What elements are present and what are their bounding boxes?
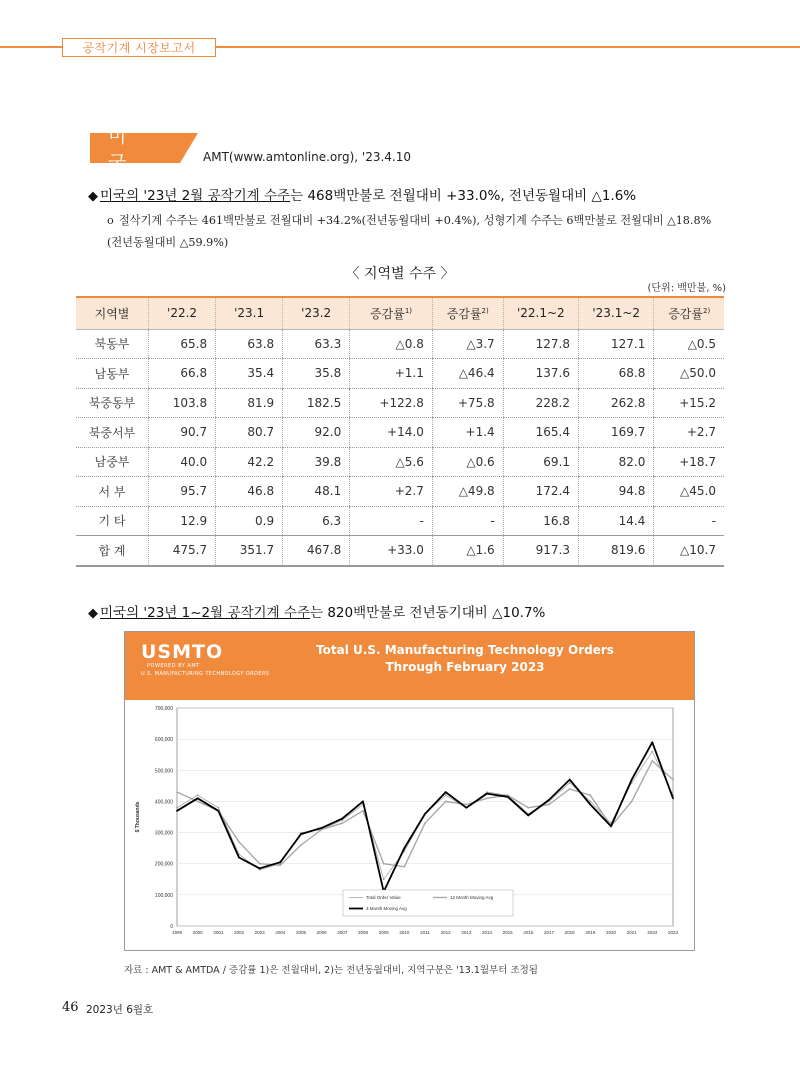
x-tick-label: 2000 xyxy=(192,930,203,935)
data-point xyxy=(362,810,364,812)
x-tick-label: 2005 xyxy=(295,930,307,935)
x-tick-label: 1999 xyxy=(171,930,183,935)
table-cell: +2.7 xyxy=(350,477,433,507)
table-row xyxy=(76,329,724,359)
table-cell: +33.0 xyxy=(350,536,433,566)
table-header-cell xyxy=(432,297,503,329)
data-point xyxy=(197,794,199,796)
table-cell: 12.9 xyxy=(149,506,216,536)
x-tick-label: 2010 xyxy=(399,930,410,935)
data-point xyxy=(631,779,633,781)
table-cell: △46.4 xyxy=(432,359,503,389)
header-label: 증감률 xyxy=(668,306,703,321)
table-cell: △0.8 xyxy=(350,329,433,359)
table-cell: 63.8 xyxy=(216,329,283,359)
y-tick-label: 500,000 xyxy=(154,768,173,775)
y-tick-label: 700,000 xyxy=(154,706,173,712)
data-point xyxy=(486,793,488,795)
table-cell: 40.0 xyxy=(149,447,216,477)
table-cell: +1.4 xyxy=(432,418,503,448)
data-point xyxy=(362,801,364,803)
table-cell: △45.0 xyxy=(654,477,724,507)
table-header-cell xyxy=(216,297,283,329)
y-tick-label: 300,000 xyxy=(154,830,173,837)
table-total-row xyxy=(76,536,724,566)
usmto-logo: USMTO xyxy=(141,641,224,663)
x-tick-label: 2021 xyxy=(626,930,637,935)
usmto-powered-by: POWERED BY AMT xyxy=(147,663,200,669)
data-point xyxy=(424,822,426,824)
header-label: '23.1~2 xyxy=(592,306,641,321)
table-cell: 165.4 xyxy=(503,418,578,448)
legend-box xyxy=(343,890,513,916)
data-point xyxy=(383,863,385,865)
headline-bullet-monthly xyxy=(88,184,636,204)
table-cell: 137.6 xyxy=(503,359,578,389)
data-point xyxy=(569,788,571,790)
report-title-tab: 공작기계 시장보고서 xyxy=(62,38,216,57)
header-label: '22.2 xyxy=(167,306,198,321)
source-caption: 자료 : AMT & AMTDA / 증감률 1)은 전월대비, 2)는 전년동월대비, 지역구분은 '13.1월부터 조정됨 xyxy=(124,965,538,976)
y-axis-label: $ Thousands xyxy=(135,801,141,833)
data-point xyxy=(383,878,385,880)
x-tick-label: 2022 xyxy=(647,930,658,935)
region-label: 서 부 xyxy=(76,477,149,507)
data-point xyxy=(527,807,529,809)
table-cell: 917.3 xyxy=(503,536,578,566)
table-header-cell xyxy=(350,297,433,329)
legend-label: Total Order Value xyxy=(366,895,401,900)
x-tick-label: 2015 xyxy=(502,930,513,935)
data-point xyxy=(217,807,219,809)
table-cell: 81.9 xyxy=(216,388,283,418)
table-cell: 103.8 xyxy=(149,388,216,418)
table-row xyxy=(76,359,724,389)
table-cell: 48.1 xyxy=(283,477,350,507)
table-cell: 127.8 xyxy=(503,329,578,359)
table-cell: 262.8 xyxy=(579,388,654,418)
header-footnote-mark: 2) xyxy=(481,306,489,315)
page-number: 46 xyxy=(62,1000,79,1015)
table-row xyxy=(76,506,724,536)
region-label: 북동부 xyxy=(76,329,149,359)
chart-title-line1: Total U.S. Manufacturing Technology Orders xyxy=(316,643,614,657)
table-unit: (단위: 백만불, %) xyxy=(647,283,726,294)
table-cell: △0.6 xyxy=(432,447,503,477)
chart-header-banner xyxy=(125,632,694,700)
table-cell: 819.6 xyxy=(579,536,654,566)
data-point xyxy=(548,799,550,801)
x-tick-label: 2004 xyxy=(275,930,286,935)
table-cell: - xyxy=(350,506,433,536)
table-cell: 127.1 xyxy=(579,329,654,359)
table-header-cell xyxy=(579,297,654,329)
chart-title-line2: Through February 2023 xyxy=(385,660,545,674)
x-tick-label: 2008 xyxy=(357,930,369,935)
table-header-cell xyxy=(76,297,149,329)
region-label: 북중동부 xyxy=(76,388,149,418)
region-label: 남동부 xyxy=(76,359,149,389)
data-point xyxy=(610,825,612,827)
headline-underlined: 미국의 '23년 1~2월 공작기계 수주 xyxy=(100,605,310,621)
table-cell: 68.8 xyxy=(579,359,654,389)
table-cell: 94.8 xyxy=(579,477,654,507)
data-point xyxy=(445,791,447,793)
data-point xyxy=(651,741,653,743)
table-cell: 0.9 xyxy=(216,506,283,536)
data-point xyxy=(672,797,674,799)
table-cell: 92.0 xyxy=(283,418,350,448)
table-cell: 65.8 xyxy=(149,329,216,359)
headline-underlined: 미국의 '23년 2월 공작기계 수주 xyxy=(100,188,291,204)
table-row xyxy=(76,447,724,477)
header-label: '22.1~2 xyxy=(516,306,565,321)
y-tick-label: 400,000 xyxy=(154,799,173,806)
y-tick-label: 100,000 xyxy=(154,892,173,899)
region-label: 북중서부 xyxy=(76,418,149,448)
x-tick-label: 2012 xyxy=(440,930,451,935)
table-cell: 35.4 xyxy=(216,359,283,389)
data-point xyxy=(341,822,343,824)
table-cell: 169.7 xyxy=(579,418,654,448)
regional-orders-table xyxy=(76,296,724,567)
table-cell: - xyxy=(654,506,724,536)
y-tick-label: 600,000 xyxy=(154,737,173,744)
data-point xyxy=(507,796,509,798)
data-point xyxy=(424,813,426,815)
table-row xyxy=(76,418,724,448)
data-point xyxy=(631,801,633,803)
table-cell: +15.2 xyxy=(654,388,724,418)
diamond-bullet-icon: ◆ xyxy=(88,189,98,204)
data-point xyxy=(197,801,199,803)
table-cell: 16.8 xyxy=(503,506,578,536)
table-cell: +75.8 xyxy=(432,388,503,418)
usmto-subtitle: U.S. MANUFACTURING TECHNOLOGY ORDERS xyxy=(141,671,270,677)
table-cell: +122.8 xyxy=(350,388,433,418)
chart-title xyxy=(285,642,645,676)
header-footnote-mark: 2) xyxy=(702,306,711,315)
data-point xyxy=(176,810,178,812)
data-point xyxy=(672,779,674,781)
x-tick-label: 2001 xyxy=(213,930,224,935)
table-cell: 46.8 xyxy=(216,477,283,507)
table-header-row xyxy=(76,297,724,329)
table-cell: +1.1 xyxy=(350,359,433,389)
table-header-cell xyxy=(503,297,578,329)
usmto-chart xyxy=(124,631,695,951)
table-cell: 90.7 xyxy=(149,418,216,448)
header-label: 증감률 xyxy=(370,306,405,321)
x-tick-label: 2018 xyxy=(564,930,575,935)
table-title: 〈 지역별 수주 〉 xyxy=(345,266,455,282)
legend-label: 12 Month Moving Avg xyxy=(450,895,494,900)
data-point xyxy=(548,804,550,806)
table-cell: 467.8 xyxy=(283,536,350,566)
x-tick-label: 2013 xyxy=(461,930,472,935)
table-cell: 63.3 xyxy=(283,329,350,359)
circle-bullet-icon: o xyxy=(107,214,114,227)
x-tick-label: 2011 xyxy=(420,930,430,935)
data-point xyxy=(217,810,219,812)
table-header-cell xyxy=(149,297,216,329)
data-point xyxy=(279,864,281,866)
headline-bullet-cumulative xyxy=(88,601,545,621)
table-cell: 82.0 xyxy=(579,447,654,477)
table-cell: 66.8 xyxy=(149,359,216,389)
data-point xyxy=(527,815,529,817)
data-point xyxy=(238,857,240,859)
data-point xyxy=(589,804,591,806)
table-cell: +18.7 xyxy=(654,447,724,477)
table-cell: 80.7 xyxy=(216,418,283,448)
data-point xyxy=(238,841,240,843)
table-cell: 6.3 xyxy=(283,506,350,536)
source-citation: AMT(www.amtonline.org), '23.4.10 xyxy=(203,150,411,164)
table-body xyxy=(76,329,724,566)
header-label: 증감률 xyxy=(446,306,482,321)
legend-label: 3 Month Moving Avg xyxy=(366,906,407,911)
data-point xyxy=(589,794,591,796)
table-cell: - xyxy=(432,506,503,536)
data-point xyxy=(403,866,405,868)
diamond-bullet-icon: ◆ xyxy=(88,606,98,621)
x-tick-label: 2007 xyxy=(337,930,348,935)
table-cell: +14.0 xyxy=(350,418,433,448)
data-point xyxy=(176,791,178,793)
table-row xyxy=(76,388,724,418)
data-point xyxy=(279,861,281,863)
table-cell: △1.6 xyxy=(432,536,503,566)
table-cell: △10.7 xyxy=(654,536,724,566)
data-point xyxy=(341,818,343,820)
table-header-cell xyxy=(654,297,724,329)
table-cell: 42.2 xyxy=(216,447,283,477)
country-label-corner xyxy=(180,133,198,163)
x-tick-label: 2014 xyxy=(481,930,493,935)
data-point xyxy=(403,847,405,849)
data-point xyxy=(300,844,302,846)
table-cell: 351.7 xyxy=(216,536,283,566)
data-point xyxy=(197,797,199,799)
chart-plot-area xyxy=(125,700,694,950)
data-point xyxy=(569,782,571,784)
x-tick-label: 2003 xyxy=(254,930,265,935)
table-cell: △49.8 xyxy=(432,477,503,507)
header-label: '23.2 xyxy=(301,306,332,321)
data-point xyxy=(465,804,467,806)
region-label: 남중부 xyxy=(76,447,149,477)
table-cell: 172.4 xyxy=(503,477,578,507)
table-cell: 228.2 xyxy=(503,388,578,418)
x-tick-label: 2019 xyxy=(585,930,596,935)
region-label: 합 계 xyxy=(76,536,149,566)
table-cell: 39.8 xyxy=(283,447,350,477)
data-point xyxy=(259,863,261,865)
table-cell: 35.8 xyxy=(283,359,350,389)
country-label: 미 국 xyxy=(90,133,180,163)
x-tick-label: 2020 xyxy=(605,930,617,935)
table-cell: 14.4 xyxy=(579,506,654,536)
x-tick-label: 2017 xyxy=(543,930,555,935)
header-label: 지역별 xyxy=(94,306,130,321)
header-label: '23.1 xyxy=(234,306,265,321)
table-cell: 182.5 xyxy=(283,388,350,418)
headline-rest: 는 820백만불로 전년동기대비 △10.7% xyxy=(310,605,546,621)
header-footnote-mark: 1) xyxy=(404,306,412,315)
data-point xyxy=(569,779,571,781)
data-point xyxy=(445,794,447,796)
data-point xyxy=(321,827,323,829)
x-tick-label: 2016 xyxy=(523,930,534,935)
x-tick-label: 2006 xyxy=(316,930,327,935)
data-point xyxy=(589,801,591,803)
y-tick-label: 0 xyxy=(170,924,173,930)
table-cell: △5.6 xyxy=(350,447,433,477)
sub-bullet-cutting-forming xyxy=(107,210,717,254)
data-point xyxy=(651,751,653,753)
data-point xyxy=(465,807,467,809)
table-cell: 95.7 xyxy=(149,477,216,507)
table-cell: △0.5 xyxy=(654,329,724,359)
table-cell: △3.7 xyxy=(432,329,503,359)
data-point xyxy=(176,807,178,809)
table-cell: 475.7 xyxy=(149,536,216,566)
table-cell: △50.0 xyxy=(654,359,724,389)
x-tick-label: 2009 xyxy=(378,930,389,935)
table-row xyxy=(76,477,724,507)
data-point xyxy=(651,760,653,762)
issue-label: 2023년 6월호 xyxy=(86,1004,154,1016)
x-tick-label: 2002 xyxy=(233,930,245,935)
data-point xyxy=(300,833,302,835)
sub-bullet-text: 절삭기계 수주는 461백만불로 전월대비 +34.2%(전년동월대비 +0.4%), 성형기계 수주는 6백만불로 전월대비 △18.8%(전년동월대비 △59.9%) xyxy=(107,214,712,249)
data-point xyxy=(486,797,488,799)
region-label: 기 타 xyxy=(76,506,149,536)
data-point xyxy=(259,868,261,870)
y-tick-label: 200,000 xyxy=(154,861,173,868)
headline-rest: 는 468백만불로 전월대비 +33.0%, 전년동월대비 △1.6% xyxy=(290,188,637,204)
data-point xyxy=(445,801,447,803)
table-cell: 69.1 xyxy=(503,447,578,477)
table-cell: +2.7 xyxy=(654,418,724,448)
table-header-cell xyxy=(283,297,350,329)
x-tick-label: 2023 xyxy=(667,930,679,935)
